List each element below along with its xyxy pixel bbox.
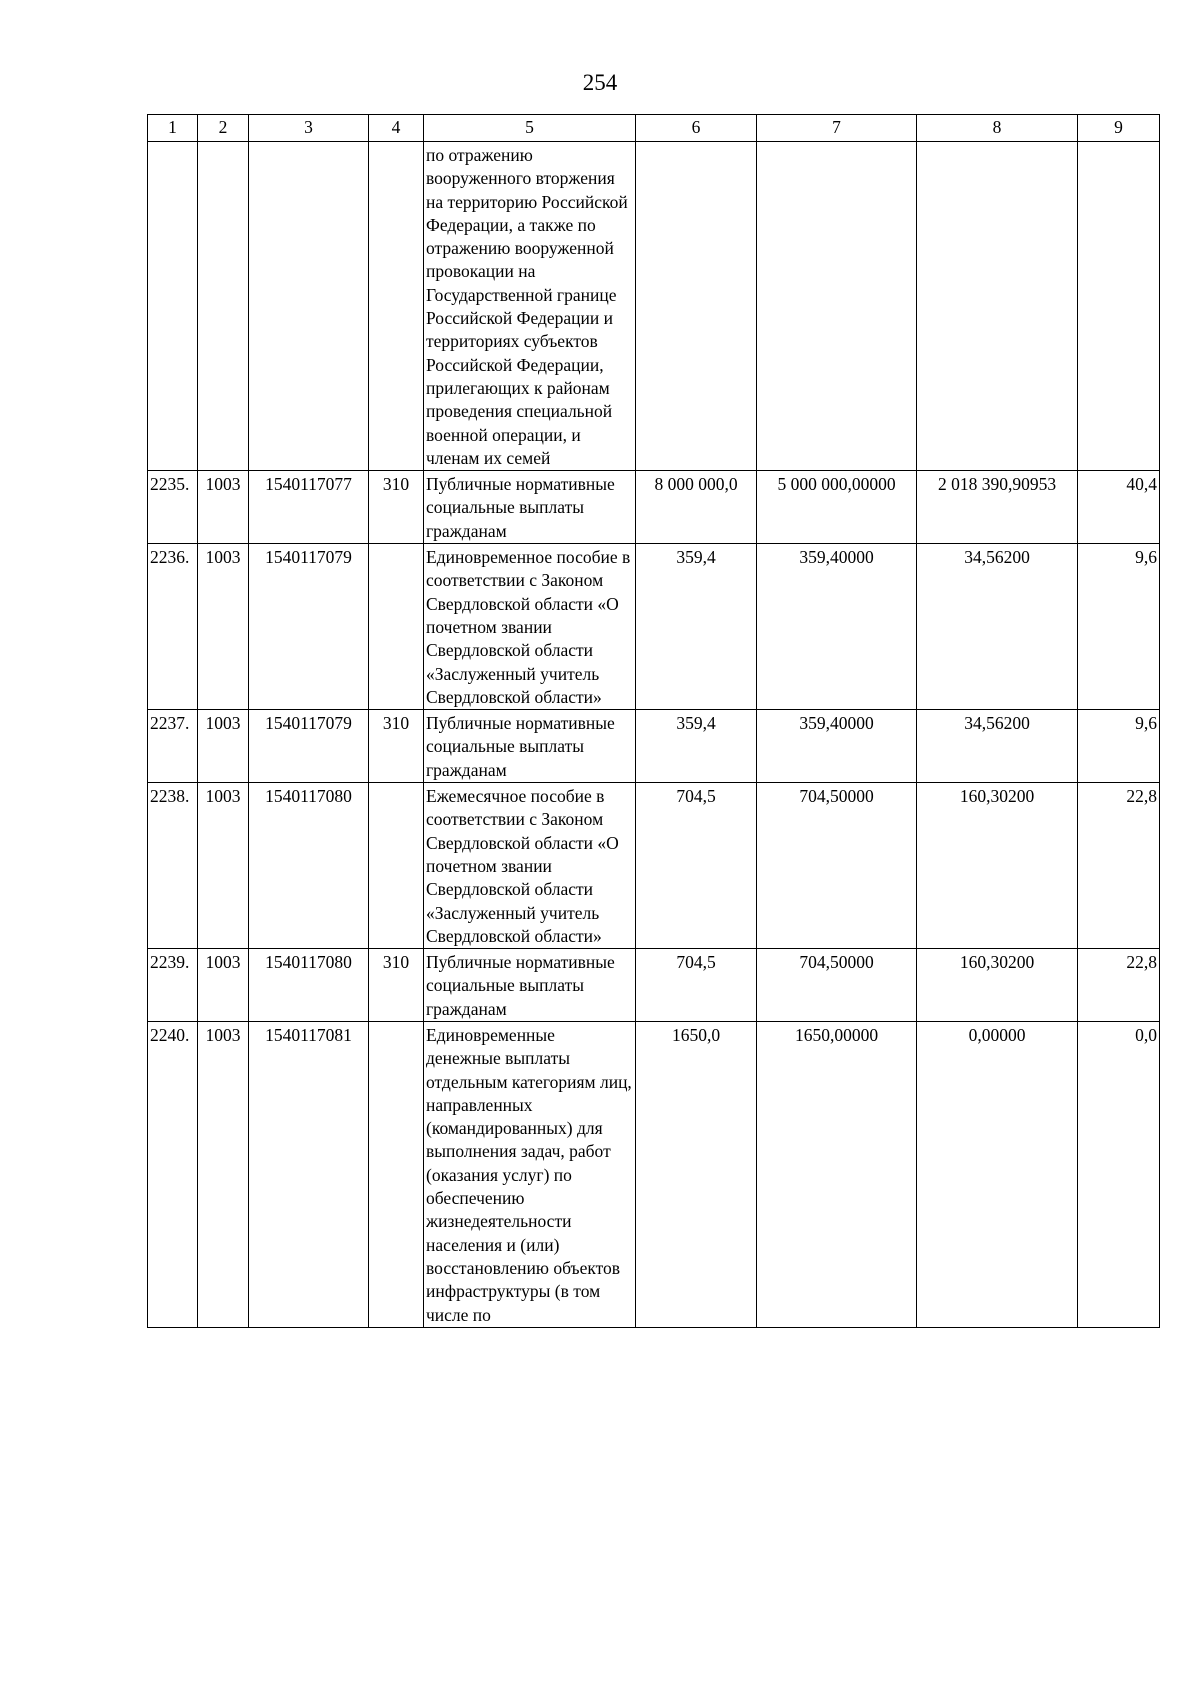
row-number: 2240. <box>148 1021 198 1327</box>
column-header: 5 <box>424 115 636 142</box>
row-number: 2237. <box>148 710 198 783</box>
row-number: 2235. <box>148 471 198 544</box>
column-header: 7 <box>757 115 917 142</box>
approved-amount <box>636 142 757 471</box>
row-number: 2236. <box>148 544 198 710</box>
section-code <box>198 142 249 471</box>
expense-type <box>369 1021 424 1327</box>
executed-amount: 160,30200 <box>917 783 1078 949</box>
table-header-row <box>148 115 1160 142</box>
table-row <box>148 471 1160 544</box>
section-code: 1003 <box>198 949 249 1022</box>
section-code: 1003 <box>198 544 249 710</box>
approved-amount: 359,4 <box>636 544 757 710</box>
section-code: 1003 <box>198 783 249 949</box>
plan-amount <box>757 142 917 471</box>
column-header: 1 <box>148 115 198 142</box>
table-row <box>148 544 1160 710</box>
expense-type <box>369 142 424 471</box>
approved-amount: 704,5 <box>636 783 757 949</box>
description: Единовременное пособие в соответствии с Законом Свердловской области «О почетном звании Свердловской области «Заслуженный учитель Свердловской области» <box>424 544 636 710</box>
target-code: 1540117079 <box>249 544 369 710</box>
table-row <box>148 1021 1160 1327</box>
percent-executed: 22,8 <box>1078 783 1160 949</box>
expense-type <box>369 783 424 949</box>
table-row <box>148 949 1160 1022</box>
percent-executed: 0,0 <box>1078 1021 1160 1327</box>
approved-amount: 1650,0 <box>636 1021 757 1327</box>
percent-executed <box>1078 142 1160 471</box>
column-header: 6 <box>636 115 757 142</box>
percent-executed: 40,4 <box>1078 471 1160 544</box>
description: Публичные нормативные социальные выплаты гражданам <box>424 471 636 544</box>
section-code: 1003 <box>198 1021 249 1327</box>
expense-type: 310 <box>369 471 424 544</box>
expense-type: 310 <box>369 949 424 1022</box>
page-number: 254 <box>582 70 618 95</box>
executed-amount <box>917 142 1078 471</box>
description: Единовременные денежные выплаты отдельным категориям лиц, направленных (командированных) для выполнения задач, работ (оказания услуг) по обеспечению жизнедеятельности населения и (или) восстановлению объектов инфраструктуры (в том числе по <box>424 1021 636 1327</box>
plan-amount: 1650,00000 <box>757 1021 917 1327</box>
plan-amount: 5 000 000,00000 <box>757 471 917 544</box>
row-number: 2239. <box>148 949 198 1022</box>
section-code: 1003 <box>198 471 249 544</box>
table-row <box>148 142 1160 471</box>
description: по отражению вооруженного вторжения на территорию Российской Федерации, а также по отражению вооруженной провокации на Государственной границе Российской Федерации и территориях субъектов Российской Федерации, прилегающих к районам проведения специальной военной операции, и членам их семей <box>424 142 636 471</box>
description: Публичные нормативные социальные выплаты гражданам <box>424 710 636 783</box>
column-header: 4 <box>369 115 424 142</box>
section-code: 1003 <box>198 710 249 783</box>
executed-amount: 34,56200 <box>917 544 1078 710</box>
column-header: 2 <box>198 115 249 142</box>
table-row <box>148 710 1160 783</box>
percent-executed: 22,8 <box>1078 949 1160 1022</box>
percent-executed: 9,6 <box>1078 544 1160 710</box>
description: Публичные нормативные социальные выплаты гражданам <box>424 949 636 1022</box>
table-row <box>148 783 1160 949</box>
target-code <box>249 142 369 471</box>
plan-amount: 359,40000 <box>757 710 917 783</box>
approved-amount: 704,5 <box>636 949 757 1022</box>
expense-type: 310 <box>369 710 424 783</box>
executed-amount: 34,56200 <box>917 710 1078 783</box>
plan-amount: 704,50000 <box>757 949 917 1022</box>
plan-amount: 704,50000 <box>757 783 917 949</box>
description: Ежемесячное пособие в соответствии с Законом Свердловской области «О почетном звании Свердловской области «Заслуженный учитель Свердловской области» <box>424 783 636 949</box>
row-number: 2238. <box>148 783 198 949</box>
executed-amount: 2 018 390,90953 <box>917 471 1078 544</box>
target-code: 1540117079 <box>249 710 369 783</box>
target-code: 1540117080 <box>249 949 369 1022</box>
executed-amount: 160,30200 <box>917 949 1078 1022</box>
budget-table <box>147 114 1160 1328</box>
row-number <box>148 142 198 471</box>
column-header: 8 <box>917 115 1078 142</box>
approved-amount: 359,4 <box>636 710 757 783</box>
column-header: 3 <box>249 115 369 142</box>
approved-amount: 8 000 000,0 <box>636 471 757 544</box>
percent-executed: 9,6 <box>1078 710 1160 783</box>
target-code: 1540117080 <box>249 783 369 949</box>
executed-amount: 0,00000 <box>917 1021 1078 1327</box>
plan-amount: 359,40000 <box>757 544 917 710</box>
target-code: 1540117077 <box>249 471 369 544</box>
target-code: 1540117081 <box>249 1021 369 1327</box>
expense-type <box>369 544 424 710</box>
column-header: 9 <box>1078 115 1160 142</box>
